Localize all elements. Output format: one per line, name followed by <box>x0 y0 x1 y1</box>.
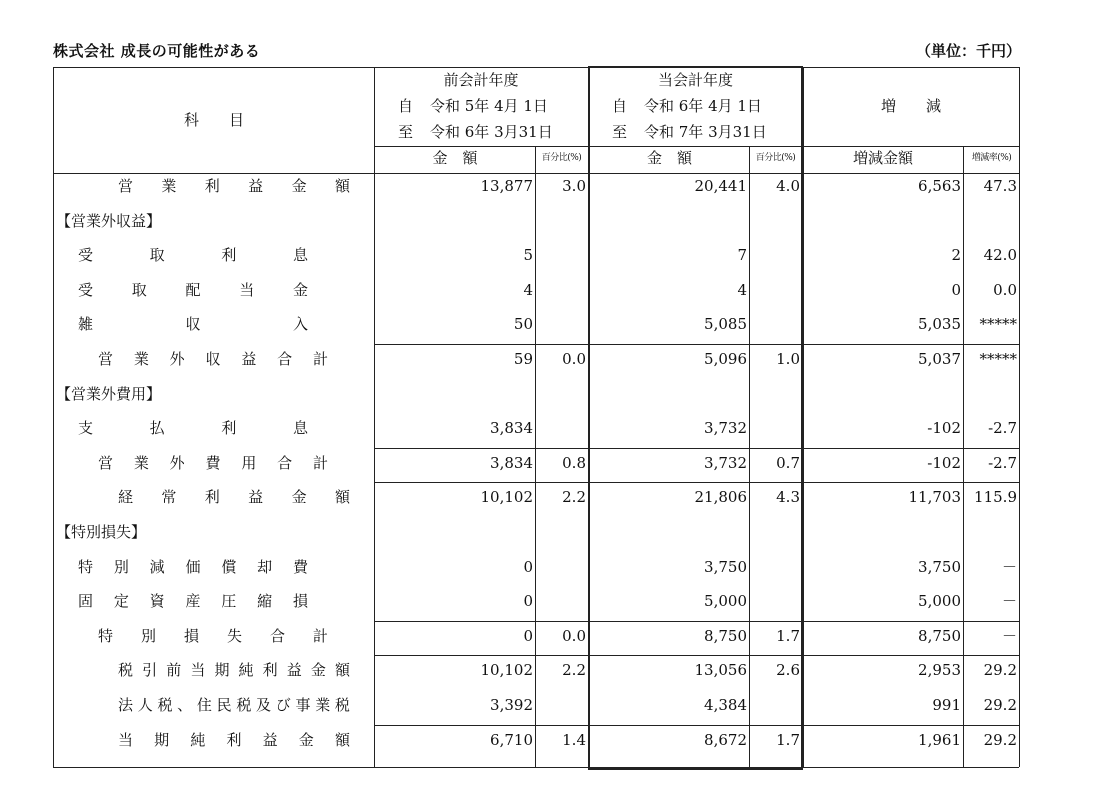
prev-amount-cell: 13,877 <box>480 177 533 195</box>
change-rate-cell: 0.0 <box>993 280 1017 299</box>
diff-amount-cell: 5,000 <box>918 592 961 611</box>
curr-amount-cell: 4,384 <box>704 696 747 714</box>
prev-pct-cell: 0.0 <box>562 626 586 645</box>
prev-from-date: 令和 5年 4月 1日 <box>430 97 548 115</box>
prev-amount-cell: 4 <box>523 280 533 299</box>
row-label: 固 定 資 産 圧 縮 損 <box>78 592 308 611</box>
row-label: 税 引 前 当 期 純 利 益 金 額 <box>118 661 350 680</box>
diff-amount-cell: 5,035 <box>918 315 961 334</box>
row-label: 受 取 利 息 <box>78 246 308 265</box>
row-separator <box>374 344 1019 345</box>
curr-amount-cell: 5,085 <box>704 315 747 334</box>
prev-amount-cell: 3,834 <box>490 419 533 438</box>
curr-pct-cell: 4.3 <box>776 488 800 507</box>
prev-pct-cell: 2.2 <box>562 488 586 507</box>
row-label: 経 常 利 益 金 額 <box>118 488 350 507</box>
prev-amount-cell: 3,834 <box>490 453 533 472</box>
curr-amount-cell: 4 <box>737 280 747 299</box>
curr-amount-cell: 21,806 <box>694 488 747 507</box>
row-separator <box>374 448 1019 449</box>
curr-pct-cell: 2.6 <box>776 661 800 680</box>
diff-amount-cell: 1,961 <box>918 730 961 749</box>
curr-amount-cell: 3,732 <box>704 419 747 438</box>
change-header: 増 減 <box>880 97 941 115</box>
diff-amount-cell: 5,037 <box>918 350 961 368</box>
curr-amount-cell: 5,096 <box>704 350 747 368</box>
curr-amount-cell: 7 <box>737 246 747 265</box>
prev-pct-cell: 2.2 <box>562 661 586 680</box>
curr-from-date: 令和 6年 4月 1日 <box>644 97 762 115</box>
change-rate-cell: － <box>1001 557 1017 576</box>
prev-pct-cell: 0.0 <box>562 350 586 368</box>
row-label: 営 業 利 益 金 額 <box>118 177 350 195</box>
diff-amount-cell: 11,703 <box>908 488 961 507</box>
curr-amount-cell: 5,000 <box>704 592 747 611</box>
table-border-bottom <box>53 767 1019 768</box>
curr-amount-header: 金 額 <box>646 149 692 167</box>
change-rate-cell: -2.7 <box>988 419 1017 438</box>
prev-amount-cell: 50 <box>513 315 533 334</box>
curr-pct-header: 百分比(%) <box>755 153 796 163</box>
diff-amount-cell: 3,750 <box>918 557 961 576</box>
change-rate-cell: -2.7 <box>988 453 1017 472</box>
prev-period-title: 前会計年度 <box>443 71 519 89</box>
change-rate-cell: ***** <box>979 315 1017 334</box>
prev-amount-cell: 59 <box>513 350 533 368</box>
change-rate-cell: 29.2 <box>983 730 1017 749</box>
prev-pct-cell: 1.4 <box>562 730 586 749</box>
change-rate-cell: 47.3 <box>983 177 1017 195</box>
prev-amount-cell: 6,710 <box>490 730 533 749</box>
prev-to-prefix: 至 <box>398 123 414 141</box>
diff-amount-cell: 0 <box>951 280 961 299</box>
header-divider <box>53 173 1019 174</box>
change-rate-cell: － <box>1001 626 1017 645</box>
diff-amount-cell: 6,563 <box>918 177 961 195</box>
row-label: 特 別 減 価 償 却 費 <box>78 557 308 576</box>
row-label: 【営業外収益】 <box>56 211 162 230</box>
curr-amount-cell: 3,750 <box>704 557 747 576</box>
change-amount-header: 増減金額 <box>852 149 913 167</box>
table-border-top <box>53 67 1019 68</box>
row-label: 【営業外費用】 <box>56 384 162 403</box>
diff-amount-cell: -102 <box>927 453 961 472</box>
curr-pct-cell: 1.0 <box>776 350 800 368</box>
row-label: 特 別 損 失 合 計 <box>98 626 328 645</box>
row-label: 雑 収 入 <box>78 315 308 334</box>
diff-amount-cell: 2 <box>951 246 961 265</box>
curr-amount-cell: 20,441 <box>694 177 747 195</box>
change-rate-cell: 29.2 <box>983 696 1017 714</box>
row-label: 当 期 純 利 益 金 額 <box>118 730 350 749</box>
subject-header: 科 目 <box>183 111 244 129</box>
table-border-left <box>53 67 54 767</box>
row-separator <box>374 482 1019 483</box>
curr-amount-cell: 13,056 <box>694 661 747 680</box>
curr-amount-cell: 3,732 <box>704 453 747 472</box>
prev-amount-cell: 0 <box>523 557 533 576</box>
row-label: 営 業 外 収 益 合 計 <box>98 350 328 368</box>
prev-amount-cell: 5 <box>523 246 533 265</box>
row-label: 法 人 税 、 住 民 税 及 び 事 業 税 <box>118 696 350 714</box>
change-rate-cell: － <box>1001 592 1017 611</box>
prev-pct-cell: 3.0 <box>562 177 586 195</box>
change-rate-cell: 42.0 <box>983 246 1017 265</box>
prev-amount-cell: 0 <box>523 626 533 645</box>
header-divider <box>374 146 1019 147</box>
prev-to-date: 令和 6年 3月31日 <box>430 123 553 141</box>
curr-pct-cell: 4.0 <box>776 177 800 195</box>
change-rate-header: 増減率(%) <box>971 153 1012 163</box>
row-separator <box>374 621 1019 622</box>
curr-pct-cell: 0.7 <box>776 453 800 472</box>
row-separator <box>374 655 1019 656</box>
prev-amount-cell: 10,102 <box>480 661 533 680</box>
curr-to-prefix: 至 <box>612 123 628 141</box>
prev-pct-cell: 0.8 <box>562 453 586 472</box>
unit-label: （単位：千円） <box>916 42 1022 60</box>
company-name: 株式会社 成長の可能性がある <box>53 42 261 60</box>
change-rate-cell: ***** <box>979 350 1017 368</box>
diff-amount-cell: -102 <box>927 419 961 438</box>
row-label: 営 業 外 費 用 合 計 <box>98 453 328 472</box>
row-label: 【特別損失】 <box>56 523 147 541</box>
change-rate-cell: 115.9 <box>974 488 1017 507</box>
row-label: 支 払 利 息 <box>78 419 308 438</box>
curr-pct-cell: 1.7 <box>776 730 800 749</box>
table-border-right <box>1019 67 1020 767</box>
row-separator <box>374 725 1019 726</box>
diff-amount-cell: 2,953 <box>918 661 961 680</box>
change-rate-cell: 29.2 <box>983 661 1017 680</box>
curr-period-title: 当会計年度 <box>657 71 733 89</box>
diff-amount-cell: 8,750 <box>918 626 961 645</box>
prev-amount-cell: 3,392 <box>490 696 533 714</box>
prev-amount-cell: 0 <box>523 592 533 611</box>
curr-amount-cell: 8,750 <box>704 626 747 645</box>
diff-amount-cell: 991 <box>932 696 961 714</box>
prev-amount-header: 金 額 <box>432 149 478 167</box>
curr-from-prefix: 自 <box>612 97 628 115</box>
prev-pct-header: 百分比(%) <box>541 153 582 163</box>
curr-to-date: 令和 7年 3月31日 <box>644 123 767 141</box>
prev-from-prefix: 自 <box>398 97 414 115</box>
row-label: 受 取 配 当 金 <box>78 280 308 299</box>
curr-amount-cell: 8,672 <box>704 730 747 749</box>
prev-amount-cell: 10,102 <box>480 488 533 507</box>
curr-pct-cell: 1.7 <box>776 626 800 645</box>
